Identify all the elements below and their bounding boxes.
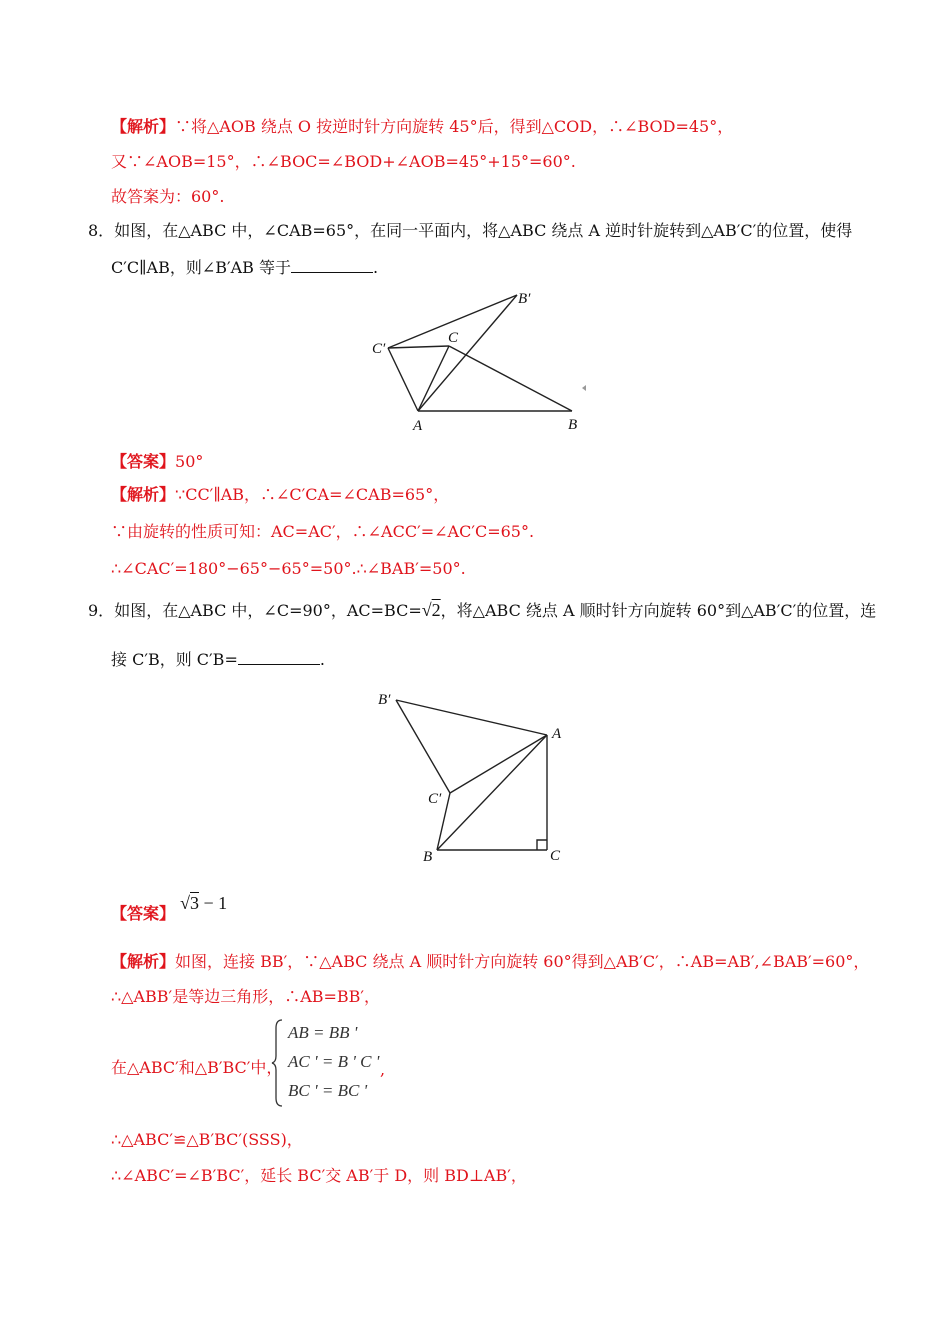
prev-jiexi-line1: 【解析】∵将△AOB 绕点 O 按逆时针方向旋转 45°后，得到△COD，∴∠BOD=45°，: [111, 117, 734, 136]
q8-stray-mark: [582, 385, 586, 391]
q8-answer-blank: [291, 258, 373, 273]
q8-label-b: B: [568, 417, 578, 433]
q9-text-line2: 接 C′B，则 C′B= .: [111, 650, 325, 669]
q8-jiexi-line3: ∴∠CAC′=180°−65°−65°=50°.∴∠BAB′=50°.: [111, 559, 466, 578]
q8-number: 8．: [88, 221, 115, 240]
equation-2: AC ' = B ' C ': [288, 1052, 380, 1071]
prev-jiexi-line3: 故答案为：60°.: [111, 187, 225, 206]
q9-segment-b1-a: [396, 700, 547, 735]
q9-label-c-prime: C′: [428, 791, 442, 807]
q9-number: 9．: [88, 601, 115, 620]
q8-label-a: A: [413, 418, 423, 434]
q9-jiexi-line2: ∴△ABB′是等边三角形，∴AB=BB′，: [111, 987, 381, 1006]
q9-jiexi-line4: ∴△ABC′≌△B′BC′(SSS)，: [111, 1130, 303, 1149]
q9-jiexi-line5: ∴∠ABC′=∠B′BC′，延长 BC′交 AB′于 D，则 BD⊥AB′，: [111, 1166, 527, 1185]
prev-jiexi-line2: 又∵∠AOB=15°，∴∠BOC=∠BOD+∠AOB=45°+15°=60°.: [111, 152, 576, 171]
q8-jiexi-line1: 【解析】∵CC′∥AB，∴∠C′CA=∠CAB=65°，: [111, 485, 450, 504]
q8-label-c: C: [448, 330, 459, 346]
q9-label-c: C: [550, 848, 561, 864]
q8-label-b-prime: B′: [518, 291, 531, 307]
equation-system: [288, 1018, 379, 1105]
equation-1: AB = BB ': [288, 1023, 358, 1042]
q9-jiexi-line3: 在△ABC′和△B′BC′中，: [111, 1058, 283, 1077]
q8-segment-c-b: [449, 346, 572, 411]
q9-answer-blank: [238, 650, 320, 665]
q8-jiexi-line2: ∵由旋转的性质可知：AC=AC′，∴∠ACC′=∠AC′C=65°.: [111, 522, 535, 541]
jiexi-tag: 【解析】: [111, 117, 176, 136]
q9-label-a: A: [552, 726, 562, 742]
q8-segment-c1-c: [388, 346, 449, 348]
brace-icon: [270, 1018, 284, 1108]
sqrt-icon: √3 − 1: [180, 893, 228, 913]
answer-tag: 【答案】: [111, 452, 176, 471]
jiexi-tag: 【解析】: [111, 485, 176, 504]
q8-segment-c1-a: [388, 348, 418, 411]
q9-label-b: B: [423, 849, 433, 865]
q9-answer: [111, 893, 228, 924]
q9-text-line1: 9．如图，在△ABC 中，∠C=90°，AC=BC=√2，将△ABC 绕点 A 顺时针方向旋转 60°到△AB′C′的位置，连: [88, 600, 877, 620]
q8-figure: [360, 285, 600, 440]
q8-segment-a-b1: [418, 295, 517, 411]
q8-segment-c-a: [418, 346, 449, 411]
q9-jiexi-line1: 【解析】如图，连接 BB′，∵△ABC 绕点 A 顺时针方向旋转 60°得到△AB′C′，∴AB=AB′,∠BAB′=60°，: [111, 952, 870, 971]
answer-tag: 【答案】: [111, 904, 176, 923]
q8-label-c-prime: C′: [372, 341, 386, 357]
sqrt-icon: √2: [421, 600, 441, 620]
q9-segment-c1-a: [450, 735, 547, 793]
q8-answer: 【答案】50°: [111, 452, 204, 471]
right-angle-icon: [537, 840, 547, 850]
equation-3: BC ' = BC ': [288, 1081, 368, 1100]
q9-system-comma: ,: [380, 1060, 386, 1079]
jiexi-tag: 【解析】: [111, 952, 176, 971]
q8-text-line2: C′C∥AB，则∠B′AB 等于 .: [111, 258, 379, 277]
q9-figure: [370, 680, 580, 870]
q9-segment-b-a: [437, 735, 547, 850]
q8-text-line1: 8．如图，在△ABC 中，∠CAB=65°，在同一平面内，将△ABC 绕点 A 逆时针旋转到△AB′C′的位置，使得: [88, 221, 853, 240]
q9-label-b-prime: B′: [378, 692, 391, 708]
q9-segment-b1-c1: [396, 700, 450, 793]
